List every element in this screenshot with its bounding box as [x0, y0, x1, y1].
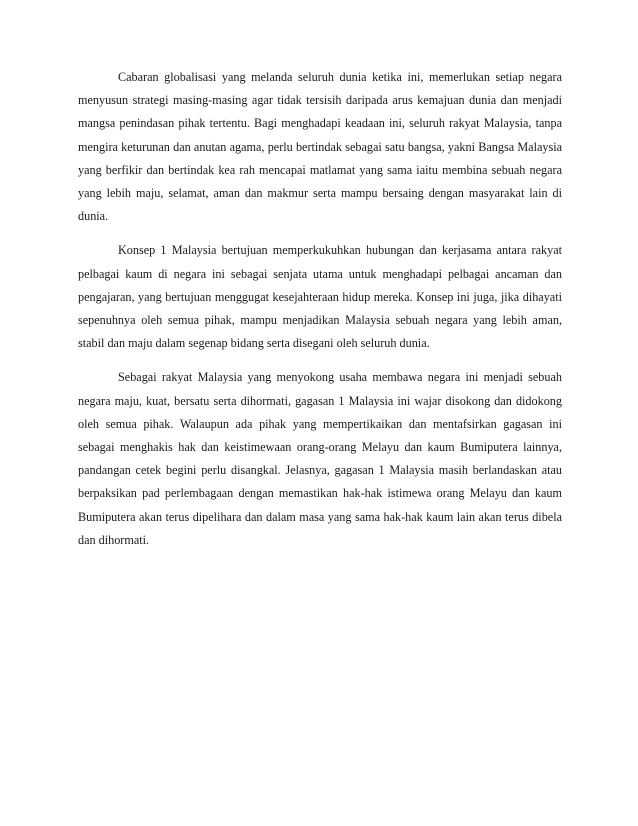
paragraph-2: Konsep 1 Malaysia bertujuan memperkukuhkan hubungan dan kerjasama antara rakyat pelbagai kaum di negara ini sebagai senjata utama untuk menghadapi pelbagai ancaman dan pengajaran, yang bertujuan menggugat kesejahteraan hidup mereka. Konsep ini juga, jika dihayati sepenuhnya oleh semua pihak, mampu menjadikan Malaysia sebuah negara yang lebih aman, stabil dan maju dalam segenap bidang serta disegani oleh seluruh dunia. — [78, 243, 562, 351]
document-body — [78, 66, 562, 563]
paragraph-1: Cabaran globalisasi yang melanda seluruh dunia ketika ini, memerlukan setiap negara menyusun strategi masing-masing agar tidak tersisih daripada arus kemajuan dunia dan menjadi mangsa penindasan pihak tertentu. Bagi menghadapi keadaan ini, seluruh rakyat Malaysia, tanpa mengira keturunan dan anutan agama, perlu bertindak sebagai satu bangsa, yakni Bangsa Malaysia yang berfikir dan bertindak kea rah mencapai matlamat yang sama iaitu membina sebuah negara yang lebih maju, selamat, aman dan makmur serta mampu bersaing dengan masyarakat lain di dunia. — [78, 70, 562, 224]
paragraph-3: Sebagai rakyat Malaysia yang menyokong usaha membawa negara ini menjadi sebuah negara maju, kuat, bersatu serta dihormati, gagasan 1 Malaysia ini wajar disokong dan didokong oleh semua pihak. Walaupun ada pihak yang mempertikaikan dan mentafsirkan gagasan ini sebagai menghakis hak dan keistimewaan orang-orang Melayu dan kaum Bumiputera lainnya, pandangan cetek begini perlu disangkal. Jelasnya, gagasan 1 Malaysia masih berlandaskan atau berpaksikan pad perlembagaan dengan memastikan hak-hak istimewa orang Melayu dan kaum Bumiputera akan terus dipelihara dan dalam masa yang sama hak-hak kaum lain akan terus dibela dan dihormati. — [78, 370, 562, 547]
